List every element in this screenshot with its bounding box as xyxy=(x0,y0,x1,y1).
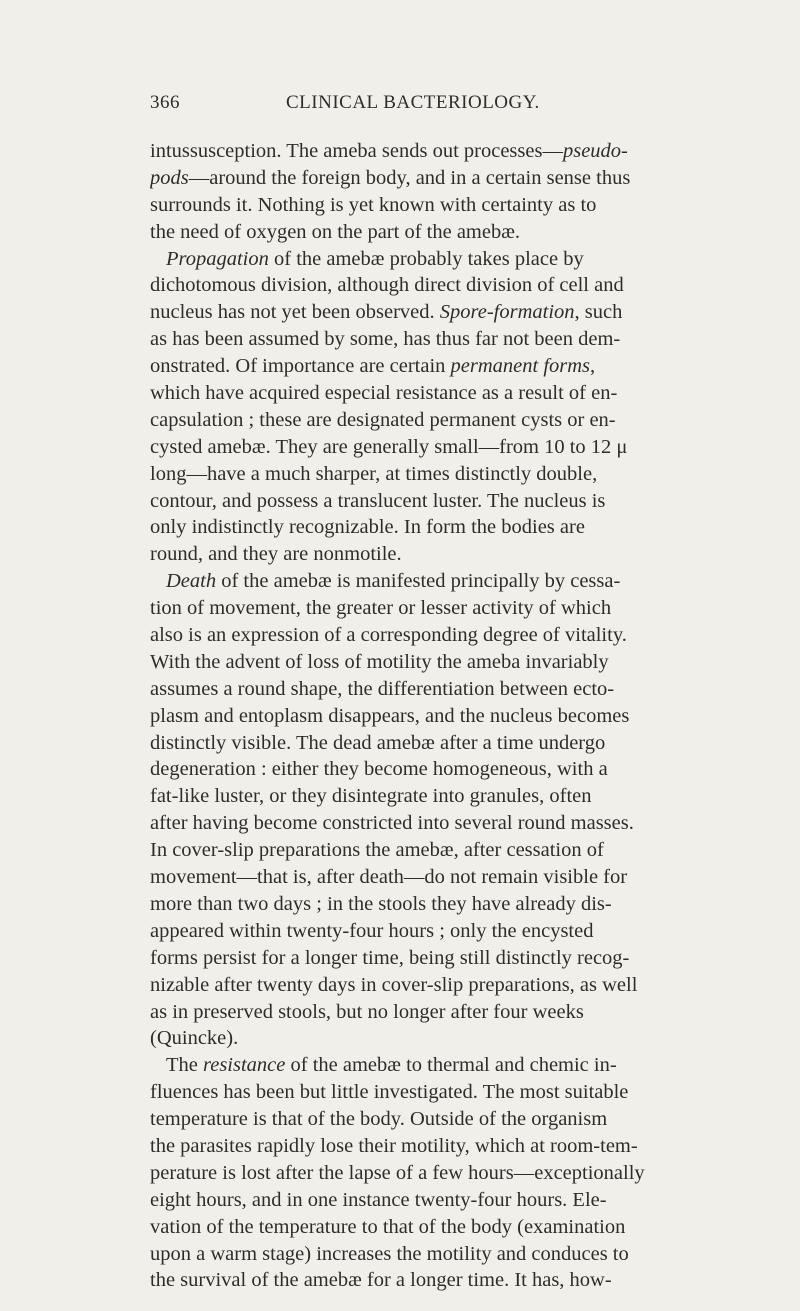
text-line: fluences has been but little investigated. The most suitable xyxy=(150,1081,629,1104)
text-line: onstrated. Of importance are certain permanent forms, xyxy=(150,355,596,378)
running-title: CLINICAL BACTERIOLOGY. xyxy=(286,92,540,113)
text-line: as in preserved stools, but no longer after four weeks xyxy=(150,1000,584,1023)
body-text xyxy=(150,138,720,1294)
text-line: perature is lost after the lapse of a few hours—exceptionally xyxy=(150,1161,645,1184)
text-line: Death of the amebæ is manifested principally by cessa- xyxy=(166,570,621,593)
text-line: the parasites rapidly lose their motility, which at room-tem- xyxy=(150,1134,638,1157)
text-line: The resistance of the amebæ to thermal and chemic in- xyxy=(166,1054,617,1077)
text-line: nucleus has not yet been observed. Spore-formation, such xyxy=(150,301,623,324)
text-line: (Quincke). xyxy=(150,1027,239,1050)
text-line: degeneration : either they become homogeneous, with a xyxy=(150,758,608,781)
text-line: distinctly visible. The dead amebæ after a time undergo xyxy=(150,731,606,754)
text-line: dichotomous division, although direct division of cell and xyxy=(150,274,624,297)
text-line: temperature is that of the body. Outside of the organism xyxy=(150,1108,608,1131)
text-line: only indistinctly recognizable. In form the bodies are xyxy=(150,516,585,539)
text-line: forms persist for a longer time, being still distinctly recog- xyxy=(150,946,630,969)
text-line: round, and they are nonmotile. xyxy=(150,543,402,566)
text-line: Propagation of the amebæ probably takes place by xyxy=(166,247,584,270)
text-line: tion of movement, the greater or lesser activity of which xyxy=(150,597,612,620)
text-line: surrounds it. Nothing is yet known with certainty as to xyxy=(150,193,597,216)
text-line: movement—that is, after death—do not remain visible for xyxy=(150,866,628,889)
text-line: contour, and possess a translucent luster. The nucleus is xyxy=(150,489,606,512)
text-line: long—have a much sharper, at times distinctly double, xyxy=(150,462,598,485)
text-line: pods—around the foreign body, and in a certain sense thus xyxy=(150,166,631,189)
text-line: appeared within twenty-four hours ; only the encysted xyxy=(150,919,594,942)
text-line: also is an expression of a corresponding degree of vitality. xyxy=(150,624,627,647)
text-line: nizable after twenty days in cover-slip preparations, as well xyxy=(150,973,638,996)
text-line: as has been assumed by some, has thus far not been dem- xyxy=(150,328,621,351)
text-line: eight hours, and in one instance twenty-four hours. Ele- xyxy=(150,1188,607,1211)
text-line: assumes a round shape, the differentiation between ecto- xyxy=(150,677,615,700)
text-line: after having become constricted into several round masses. xyxy=(150,812,634,835)
page-number: 366 xyxy=(150,92,180,113)
text-line: intussusception. The ameba sends out processes—pseudo- xyxy=(150,140,628,162)
text-line: In cover-slip preparations the amebæ, after cessation of xyxy=(150,839,604,862)
text-line: capsulation ; these are designated permanent cysts or en- xyxy=(150,408,616,431)
running-head xyxy=(150,92,710,116)
text-line: the survival of the amebæ for a longer time. It has, how- xyxy=(150,1269,612,1292)
text-line: cysted amebæ. They are generally small—from 10 to 12 μ xyxy=(150,435,628,458)
text-line: more than two days ; in the stools they have already dis- xyxy=(150,892,612,915)
text-line: plasm and entoplasm disappears, and the nucleus becomes xyxy=(150,704,630,727)
text-line: vation of the temperature to that of the body (examination xyxy=(150,1215,626,1238)
text-line: With the advent of loss of motility the ameba invariably xyxy=(150,650,609,673)
text-line: fat-like luster, or they disintegrate into granules, often xyxy=(150,785,592,808)
text-line: the need of oxygen on the part of the amebæ. xyxy=(150,220,521,243)
text-line: upon a warm stage) increases the motility and conduces to xyxy=(150,1242,629,1265)
text-line: which have acquired especial resistance as a result of en- xyxy=(150,382,618,405)
